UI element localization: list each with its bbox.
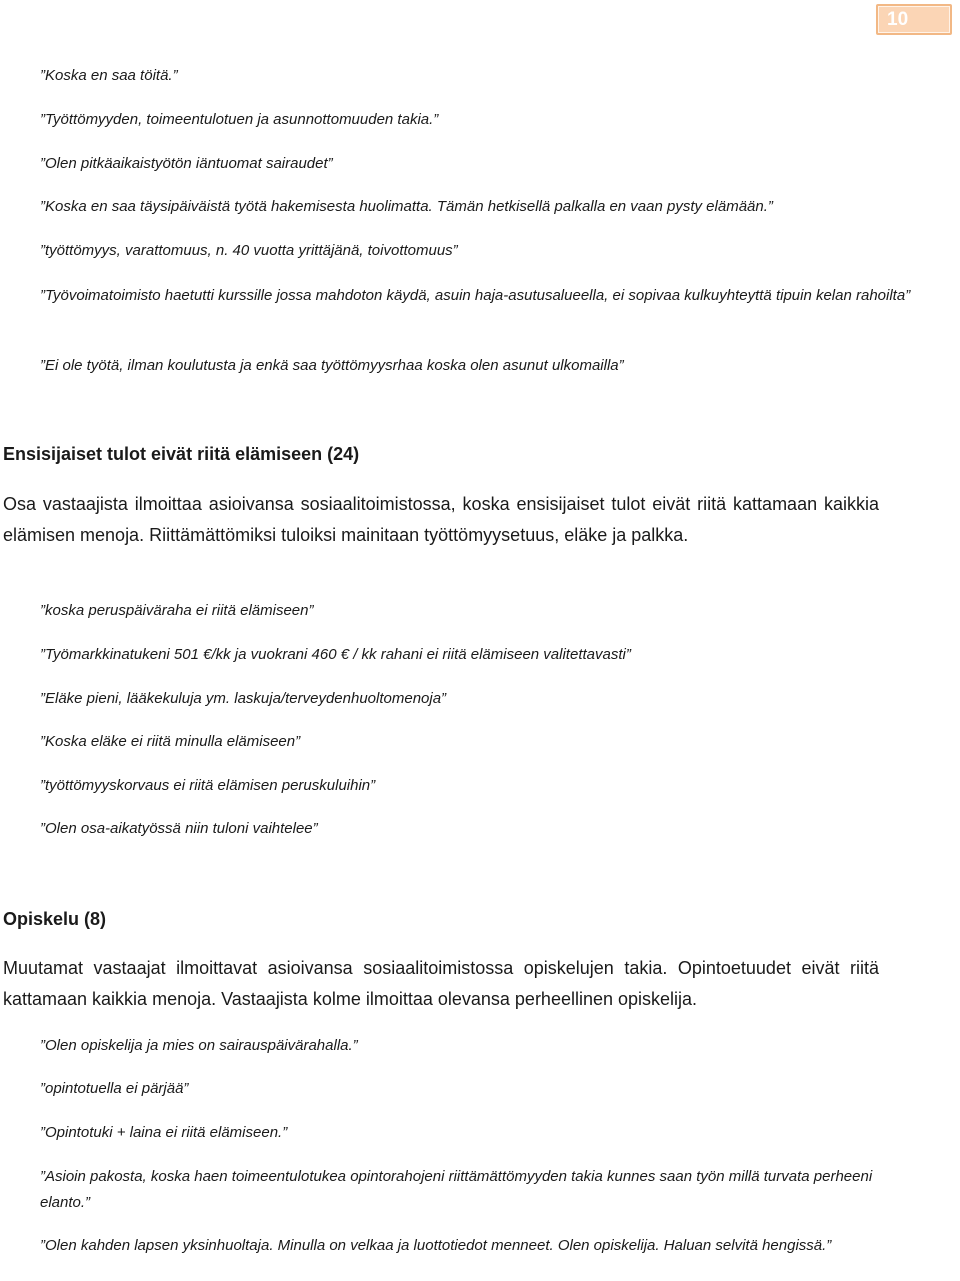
income-paragraph: Osa vastaajista ilmoittaa asioivansa sosiaalitoimistossa, koska ensisijaiset tulot eivät riitä kattamaan kaikkia elämisen menoja. Riittämättömiksi tuloiksi mainitaan työttömyysetuus, eläke ja palkka. <box>3 494 879 545</box>
study-paragraph: Muutamat vastaajat ilmoittavat asioivansa sosiaalitoimistossa opiskelujen takia. Opintoetuudet eivät riitä kattamaan kaikkia menoja. Vastaajista kolme ilmoittaa olevansa perheellinen opiskelija. <box>3 958 879 1009</box>
quote: ”Koska en saa töitä.” <box>40 67 178 84</box>
quote: ”Työttömyyden, toimeentulotuen ja asunnottomuuden takia.” <box>40 111 439 128</box>
quote: ”työttömyyskorvaus ei riitä elämisen peruskuluihin” <box>40 777 376 794</box>
quote: ”Asioin pakosta, koska haen toimeentulotukea opintorahojeni riittämättömyyden takia kunnes saan työn millä turvata perheeni elanto.” <box>40 1168 873 1211</box>
quote: ”Työmarkkinatukeni 501 €/kk ja vuokrani 460 € / kk rahani ei riitä elämiseen valitettavasti” <box>40 646 631 663</box>
quote: ”Opintotuki + laina ei riitä elämiseen.” <box>40 1124 288 1141</box>
quote: ”Työvoimatoimisto haetutti kurssille jossa mahdoton käydä, asuin haja-asutusalueella, ei sopivaa kulkuyhteyttä tipuin kelan rahoilta” <box>40 287 911 304</box>
quote: ”Olen opiskelija ja mies on sairauspäivärahalla.” <box>40 1037 358 1054</box>
quote: ”Olen pitkäaikaistyötön iäntuomat sairaudet” <box>40 155 333 172</box>
quote: ”opintotuella ei pärjää” <box>40 1080 189 1097</box>
section-heading-income: Ensisijaiset tulot eivät riitä elämiseen (24) <box>3 444 360 464</box>
section-heading-study: Opiskelu (8) <box>3 909 107 929</box>
quote: ”Koska en saa täysipäiväistä työtä hakemisesta huolimatta. Tämän hetkisellä palkalla en vaan pysty elämään.” <box>40 198 773 215</box>
quote: ”Eläke pieni, lääkekuluja ym. laskuja/terveydenhuoltomenoja” <box>40 690 447 707</box>
quote: ”Ei ole työtä, ilman koulutusta ja enkä saa työttömyysrhaa koska olen asunut ulkomailla” <box>40 357 624 374</box>
page-number-badge: 10 <box>876 4 952 35</box>
quote: ”Olen kahden lapsen yksinhuoltaja. Minulla on velkaa ja luottotiedot menneet. Olen opiskelija. Haluan selvitä hengissä.” <box>40 1237 832 1254</box>
quote: ”työttömyys, varattomuus, n. 40 vuotta yrittäjänä, toivottomuus” <box>40 242 458 259</box>
quote: ”koska peruspäiväraha ei riitä elämiseen” <box>40 602 314 619</box>
quote: ”Koska eläke ei riitä minulla elämiseen” <box>40 733 301 750</box>
quote: ”Olen osa-aikatyössä niin tuloni vaihtelee” <box>40 820 318 837</box>
